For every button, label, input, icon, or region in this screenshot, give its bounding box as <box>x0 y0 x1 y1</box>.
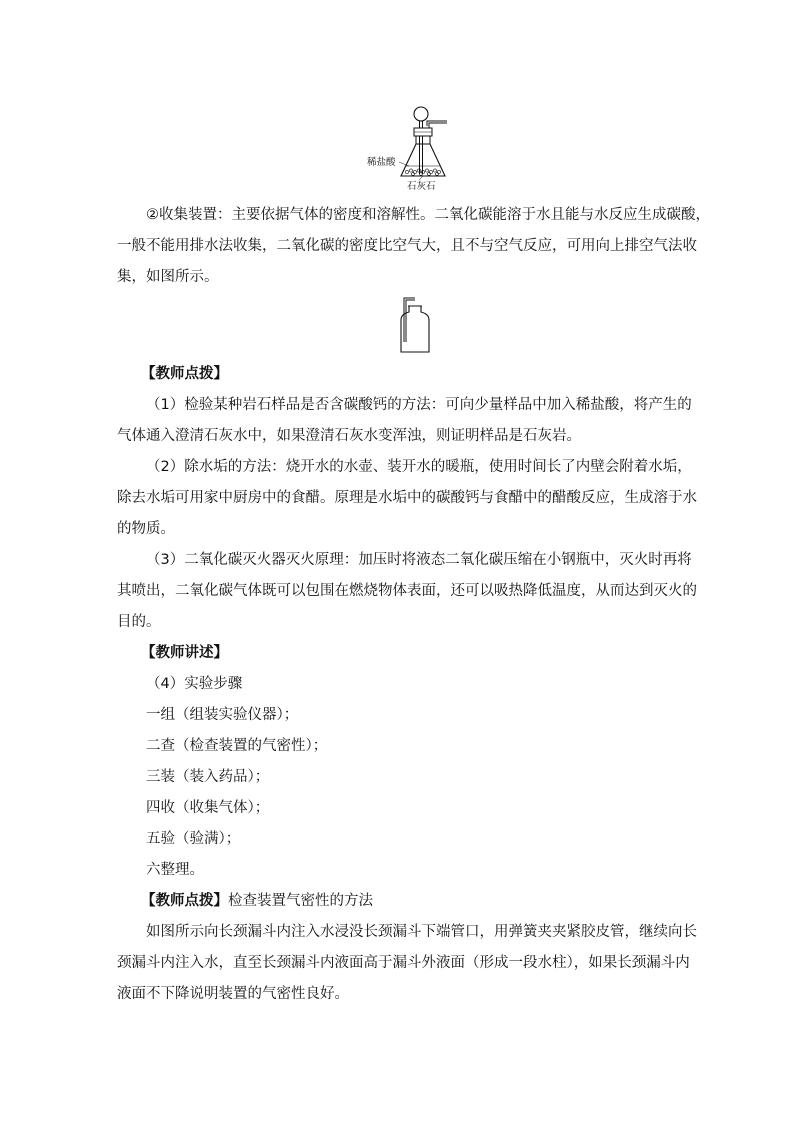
tip1-item2-line1: （2）除水垢的方法：烧开水的水壶、装开水的暖瓶，使用时间长了内壁会附着水垢， <box>146 459 692 475</box>
tip1-item3-line2: 其喷出，二氧化碳气体既可以包围在燃烧物体表面，还可以吸热降低温度，从而达到灭火的 <box>117 583 697 599</box>
tip2-line3: 液面不下降说明装置的气密性良好。 <box>117 986 349 1002</box>
tip1-item1-line1: （1）检验某种岩石样品是否含碳酸钙的方法：可向少量样品中加入稀盐酸，将产生的 <box>146 397 692 413</box>
label-dilute-hydrochloric-acid: 稀盐酸 <box>367 157 396 168</box>
tip1-item3-line1: （3）二氧化碳灭火器灭火原理：加压时将液态二氧化碳压缩在小钢瓶中，灭火时再将 <box>146 552 692 568</box>
tip2-line2: 颈漏斗内注入水，直至长颈漏斗内液面高于漏斗外液面（形成一段水柱），如果长颈漏斗内 <box>117 955 690 971</box>
gas-bottle-icon <box>395 296 435 354</box>
tip1-item2-line2: 除去水垢可用家中厨房中的食醋。原理是水垢中的碳酸钙与食醋中的醋酸反应，生成溶于水 <box>117 490 697 506</box>
label-limestone: 石灰石 <box>407 181 436 192</box>
step-5: 五验（验满）； <box>146 831 241 847</box>
tip2-heading: 【教师点拨】 <box>141 893 228 909</box>
step-2: 二查（检查装置的气密性）； <box>146 738 328 754</box>
tip1-item1-line2: 气体通入澄清石灰水中，如果澄清石灰水变浑浊，则证明样品是石灰岩。 <box>117 428 581 444</box>
tip2-heading-line <box>141 891 701 911</box>
tip2-subtitle: 检查装置气密性的方法 <box>228 893 373 909</box>
tip1-item2-line3: 的物质。 <box>117 521 175 537</box>
gas-collection-bottle-figure <box>395 296 435 354</box>
collection-line-2: 一般不能用排水法收集，二氧化碳的密度比空气大，且不与空气反应，可用向上排空气法收 <box>117 238 697 254</box>
lecture-title: （4）实验步骤 <box>146 676 243 692</box>
collection-line-3: 集，如图所示。 <box>117 269 219 285</box>
step-3: 三装（装入药品）； <box>146 769 270 785</box>
step-1: 一组（组装实验仪器）； <box>146 707 299 723</box>
tip1-heading: 【教师点拨】 <box>141 366 228 382</box>
collection-line-1: ②收集装置：主要依据气体的密度和溶解性。二氧化碳能溶于水且能与水反应生成碳酸， <box>146 207 710 223</box>
step-4: 四收（收集气体）； <box>146 800 270 816</box>
co2-generator-figure <box>365 104 455 190</box>
tip2-line1: 如图所示向长颈漏斗内注入水浸没长颈漏斗下端管口，用弹簧夹夹紧胶皮管，继续向长 <box>146 924 697 940</box>
lecture-heading: 【教师讲述】 <box>141 645 228 661</box>
tip1-item3-line3: 目的。 <box>117 614 161 630</box>
step-6: 六整理。 <box>146 862 204 878</box>
